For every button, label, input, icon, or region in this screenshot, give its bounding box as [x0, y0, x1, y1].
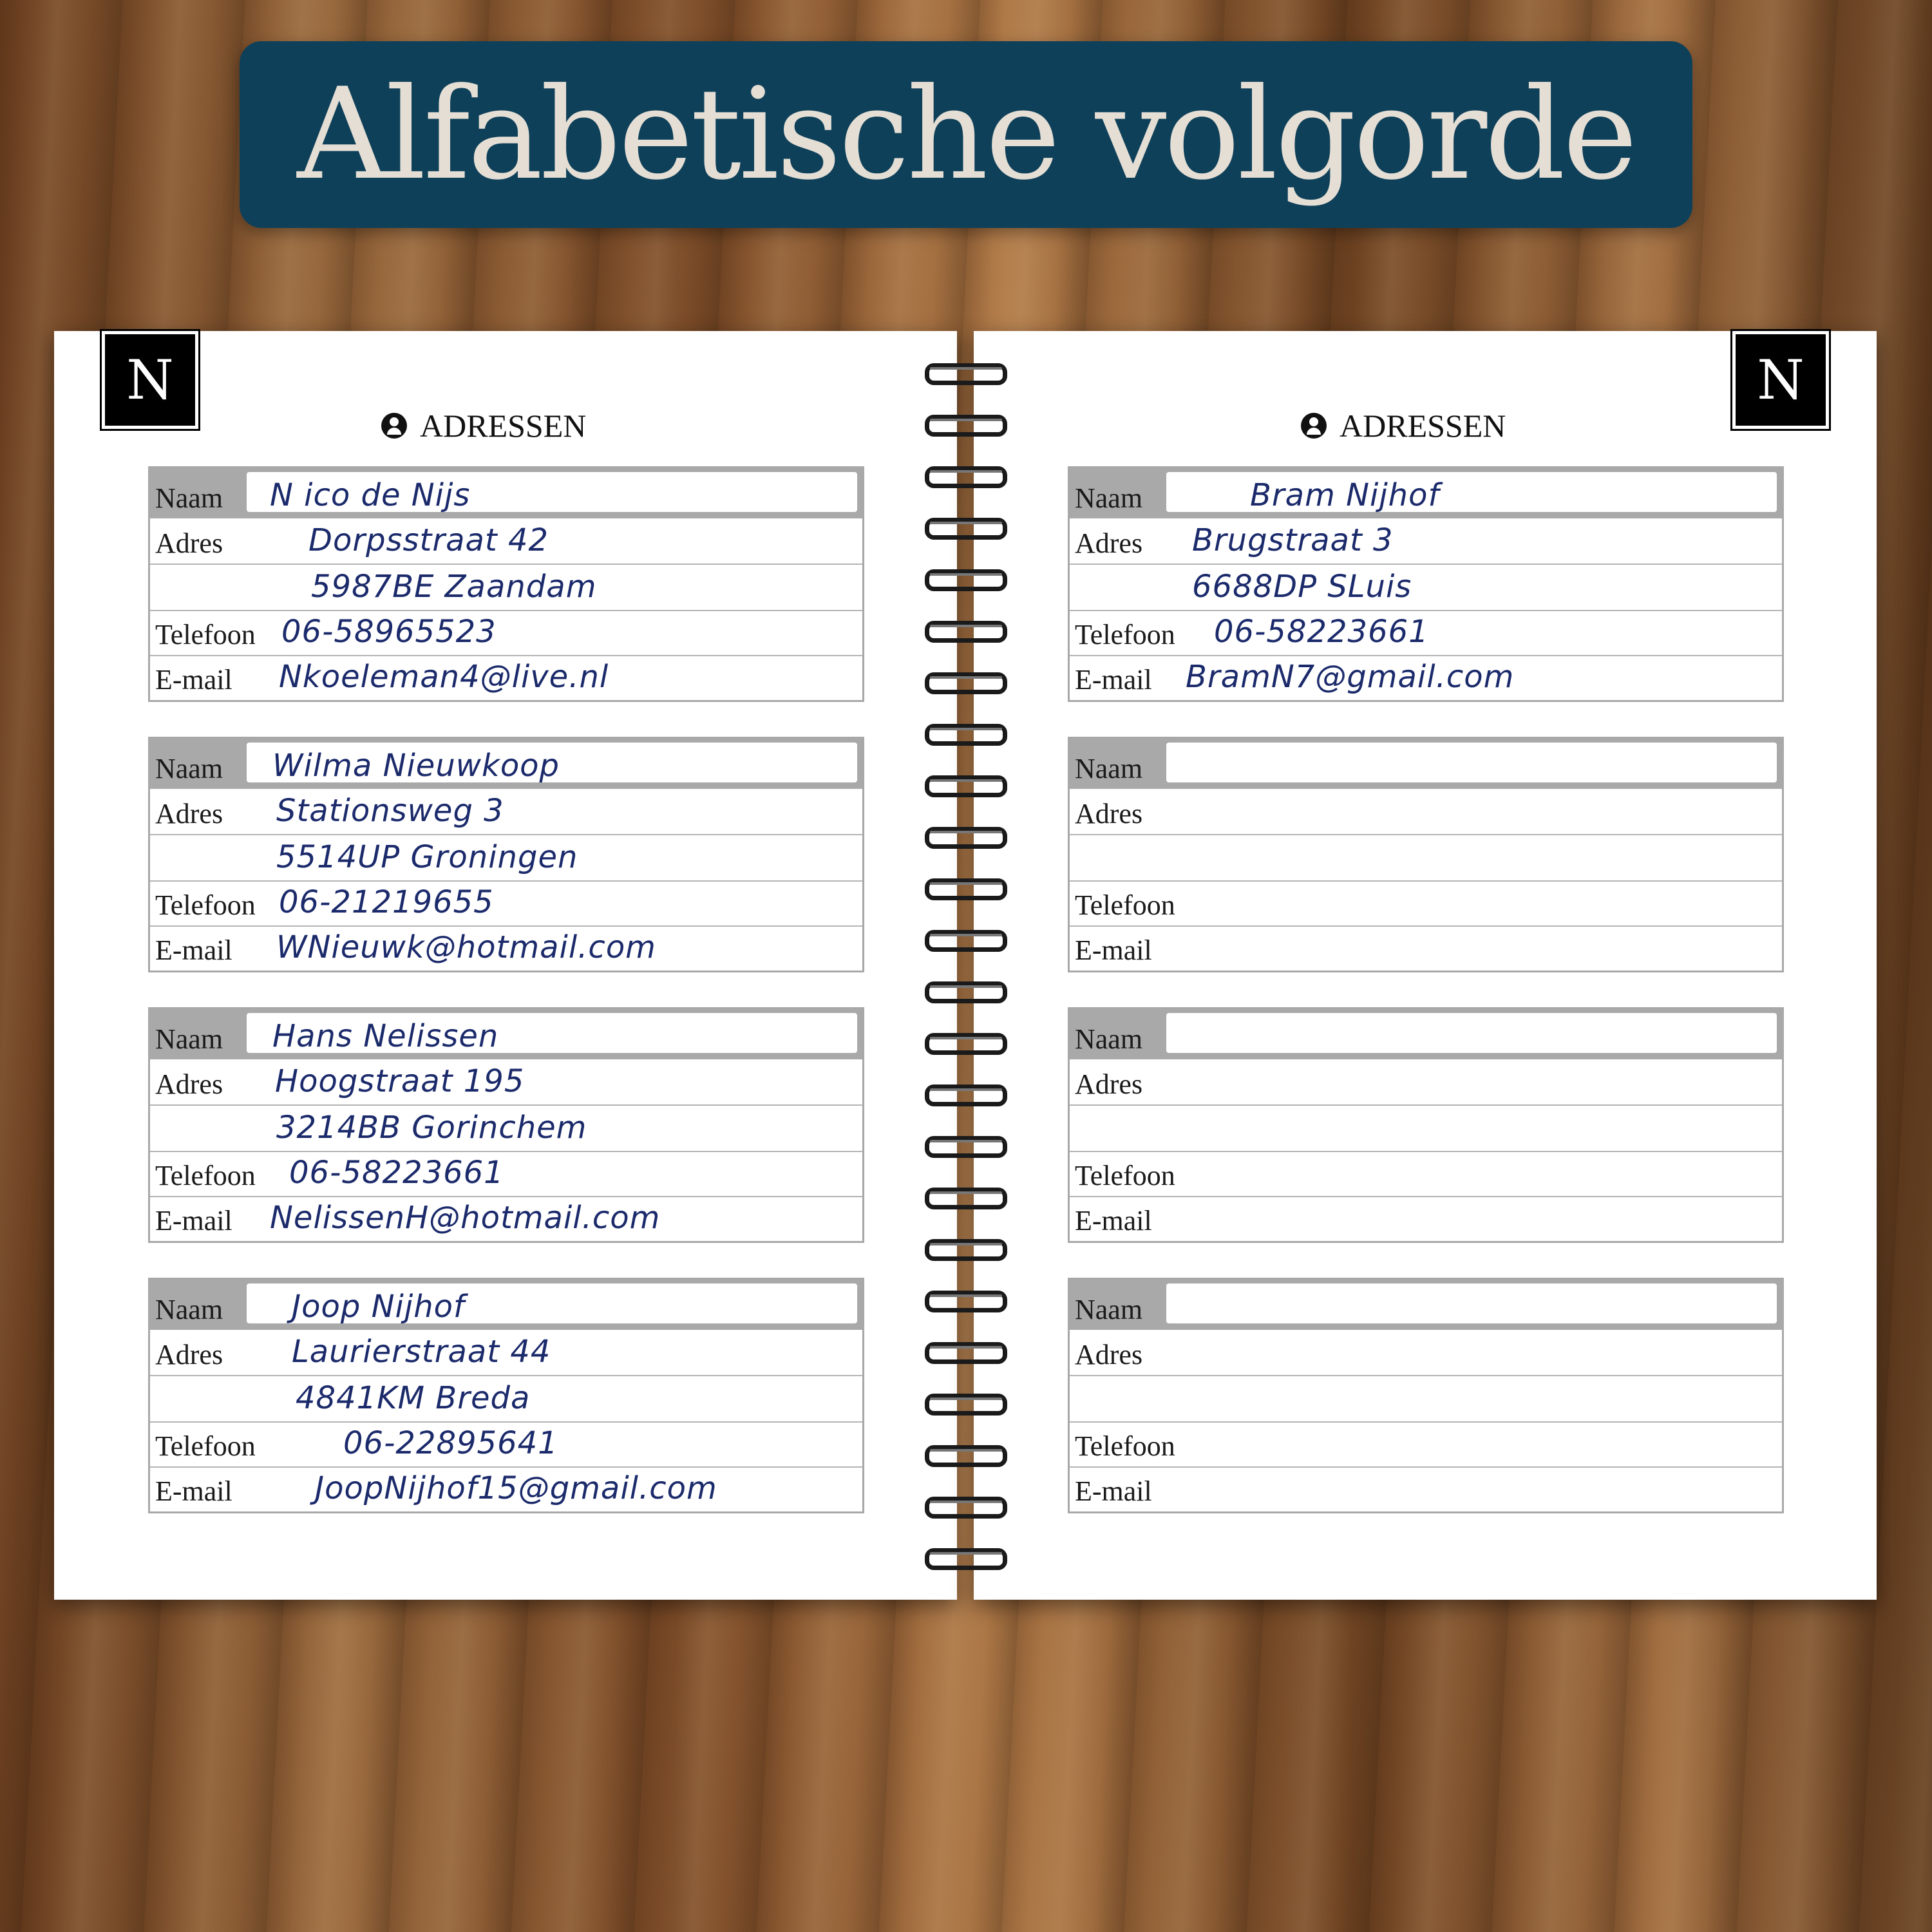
email-value: JoopNijhof15@gmail.com: [315, 1470, 717, 1506]
adres-row[interactable]: [150, 1059, 862, 1106]
adres-label: Adres: [155, 1339, 223, 1370]
naam-label: Naam: [1075, 1294, 1143, 1325]
email-value: Nkoeleman4@live.nl: [279, 659, 609, 695]
email-label: E-mail: [1075, 934, 1152, 966]
adres-line1: Brugstraat 3: [1192, 522, 1394, 558]
adres-row[interactable]: [1070, 1330, 1782, 1376]
title-banner: [240, 41, 1692, 228]
spiral-shine: [930, 1243, 1002, 1245]
email-row[interactable]: [1070, 656, 1782, 700]
spiral-coil: [922, 979, 1010, 1006]
telefoon-value: 06-21219655: [279, 884, 494, 920]
spiral-coil: [922, 618, 1010, 645]
naam-label: Naam: [155, 482, 223, 514]
spiral-coil: [922, 1236, 1010, 1264]
address-card: [1068, 1007, 1784, 1243]
telefoon-row[interactable]: [150, 1423, 862, 1468]
telefoon-label: Telefoon: [155, 1160, 256, 1191]
adres-line2: 4841KM Breda: [296, 1380, 531, 1416]
naam-row: [1070, 739, 1782, 789]
adres-label: Adres: [1075, 1068, 1143, 1100]
address-card: [148, 737, 864, 972]
spiral-coil: [922, 464, 1010, 491]
spiral-shine: [930, 934, 1002, 936]
spiral-shine: [930, 1088, 1002, 1091]
adres-line1: Dorpsstraat 42: [308, 522, 549, 558]
email-value: NelissenH@hotmail.com: [270, 1200, 661, 1236]
spiral-coil: [922, 927, 1010, 954]
email-row[interactable]: [150, 656, 862, 700]
adres-row-2[interactable]: [150, 1106, 862, 1152]
address-card: [1068, 466, 1784, 702]
telefoon-label: Telefoon: [155, 889, 256, 921]
adres-line2: 6688DP SLuis: [1192, 569, 1412, 605]
adres-row[interactable]: [1070, 518, 1782, 565]
naam-value: Joop Nijhof: [292, 1289, 465, 1325]
adres-line1: Stationsweg 3: [276, 793, 504, 829]
spiral-coil: [922, 1030, 1010, 1057]
telefoon-value: 06-58965523: [281, 614, 497, 650]
naam-row: [150, 1280, 862, 1330]
naam-label: Naam: [1075, 482, 1143, 514]
letter-tab[interactable]: N: [102, 331, 198, 429]
telefoon-label: Telefoon: [1075, 619, 1175, 650]
adres-row[interactable]: [1070, 1059, 1782, 1106]
spiral-coil: [922, 1494, 1010, 1521]
naam-value: N ico de Nijs: [270, 477, 471, 513]
telefoon-row[interactable]: [1070, 1423, 1782, 1468]
adres-line2: 5514UP Groningen: [276, 839, 578, 875]
naam-field[interactable]: [1166, 1283, 1777, 1323]
spiral-coil: [922, 1133, 1010, 1160]
adres-label: Adres: [1075, 1339, 1143, 1370]
address-card: [1068, 1278, 1784, 1513]
email-label: E-mail: [1075, 664, 1152, 696]
adres-label: Adres: [155, 1068, 223, 1100]
telefoon-label: Telefoon: [155, 619, 256, 650]
naam-value: Hans Nelissen: [272, 1018, 499, 1054]
spiral-coil: [922, 1340, 1010, 1367]
person-icon: [381, 413, 407, 439]
spiral-shine: [930, 985, 1002, 988]
email-row[interactable]: [150, 1197, 862, 1241]
email-label: E-mail: [155, 1475, 232, 1507]
telefoon-row[interactable]: [1070, 611, 1782, 656]
spiral-shine: [930, 1140, 1002, 1142]
spiral-coil: [922, 1185, 1010, 1212]
naam-row: [1070, 1009, 1782, 1059]
spiral-coil: [922, 670, 1010, 697]
adres-row[interactable]: [150, 789, 862, 835]
email-row[interactable]: [150, 1468, 862, 1511]
naam-label: Naam: [155, 753, 223, 784]
letter-tab[interactable]: N: [1732, 331, 1829, 429]
adres-row-2[interactable]: [150, 565, 862, 611]
spiral-binding: [922, 361, 1010, 1571]
naam-value: Wilma Nieuwkoop: [272, 748, 560, 784]
telefoon-value: 06-22895641: [343, 1425, 558, 1461]
naam-row: [150, 739, 862, 789]
adres-label: Adres: [155, 798, 223, 829]
spiral-coil: [922, 361, 1010, 388]
spiral-shine: [930, 1346, 1002, 1349]
adres-label: Adres: [1075, 798, 1143, 829]
spiral-shine: [930, 625, 1002, 627]
spiral-coil: [922, 567, 1010, 594]
spiral-coil: [922, 515, 1010, 542]
email-row[interactable]: [1070, 1468, 1782, 1511]
naam-row: [1070, 1280, 1782, 1330]
right-page: [974, 331, 1877, 1600]
spiral-coil: [922, 1082, 1010, 1109]
person-icon: [1301, 413, 1327, 439]
naam-field[interactable]: [1166, 743, 1777, 782]
spiral-shine: [930, 1552, 1002, 1555]
spiral-coil: [922, 1391, 1010, 1418]
telefoon-value: 06-58223661: [1214, 614, 1429, 650]
adres-row-2[interactable]: [1070, 1376, 1782, 1423]
adres-row[interactable]: [150, 1330, 862, 1376]
address-card: [148, 1278, 864, 1513]
telefoon-label: Telefoon: [155, 1430, 256, 1462]
spiral-shine: [930, 1501, 1002, 1503]
adres-row-2[interactable]: [150, 835, 862, 882]
naam-value: Bram Nijhof: [1250, 477, 1440, 513]
email-label: E-mail: [155, 934, 232, 966]
telefoon-label: Telefoon: [1075, 1160, 1175, 1191]
spiral-coil: [922, 1288, 1010, 1315]
spiral-shine: [930, 831, 1002, 833]
email-row[interactable]: [1070, 927, 1782, 971]
heading-label: ADRESSEN: [1340, 408, 1506, 444]
naam-row: [150, 1009, 862, 1059]
adres-row[interactable]: [150, 518, 862, 565]
spiral-shine: [930, 470, 1002, 473]
email-value: BramN7@gmail.com: [1186, 659, 1515, 695]
telefoon-value: 06-58223661: [289, 1155, 504, 1191]
telefoon-row[interactable]: [1070, 1152, 1782, 1197]
email-row[interactable]: [1070, 1197, 1782, 1241]
adres-row-2[interactable]: [1070, 835, 1782, 882]
spiral-shine: [930, 573, 1002, 576]
spiral-coil: [922, 876, 1010, 903]
spiral-coil: [922, 773, 1010, 800]
adres-row-2[interactable]: [1070, 565, 1782, 611]
spiral-shine: [930, 1037, 1002, 1039]
spiral-shine: [930, 522, 1002, 524]
spiral-shine: [930, 882, 1002, 885]
heading-label: ADRESSEN: [420, 408, 587, 444]
spiral-coil: [922, 721, 1010, 748]
telefoon-row[interactable]: [150, 611, 862, 656]
adres-row-2[interactable]: [150, 1376, 862, 1423]
telefoon-row[interactable]: [150, 1152, 862, 1197]
spiral-shine: [930, 1294, 1002, 1297]
telefoon-label: Telefoon: [1075, 1430, 1175, 1462]
naam-field[interactable]: [1166, 1013, 1777, 1053]
adres-row-2[interactable]: [1070, 1106, 1782, 1152]
telefoon-row[interactable]: [1070, 882, 1782, 927]
adres-label: Adres: [155, 527, 223, 559]
left-page: [54, 331, 957, 1600]
email-label: E-mail: [155, 664, 232, 696]
address-card: [148, 466, 864, 702]
naam-row: [150, 468, 862, 518]
email-row[interactable]: [150, 927, 862, 971]
email-value: WNieuwk@hotmail.com: [276, 929, 656, 965]
spiral-shine: [930, 1397, 1002, 1400]
spiral-shine: [930, 676, 1002, 679]
spiral-coil: [922, 1443, 1010, 1470]
page-title: Alfabetische volgorde: [297, 61, 1635, 208]
spiral-shine: [930, 728, 1002, 730]
address-card: [1068, 737, 1784, 972]
spiral-shine: [930, 779, 1002, 782]
section-heading: [1301, 407, 1506, 444]
adres-line2: 3214BB Gorinchem: [276, 1110, 587, 1146]
adres-line1: Hoogstraat 195: [275, 1063, 525, 1099]
naam-label: Naam: [1075, 1023, 1143, 1055]
naam-label: Naam: [1075, 753, 1143, 784]
spiral-shine: [930, 1449, 1002, 1452]
spiral-coil: [922, 824, 1010, 851]
telefoon-row[interactable]: [150, 882, 862, 927]
adres-line2: 5987BE Zaandam: [311, 569, 597, 605]
spiral-shine: [930, 367, 1002, 370]
adres-row[interactable]: [1070, 789, 1782, 835]
email-label: E-mail: [155, 1205, 232, 1236]
naam-label: Naam: [155, 1023, 223, 1055]
adres-line1: Laurierstraat 44: [292, 1334, 551, 1370]
email-label: E-mail: [1075, 1205, 1152, 1236]
address-card: [148, 1007, 864, 1243]
naam-label: Naam: [155, 1294, 223, 1325]
adres-label: Adres: [1075, 527, 1143, 559]
naam-row: [1070, 468, 1782, 518]
spiral-coil: [922, 1546, 1010, 1573]
spiral-shine: [930, 419, 1002, 421]
section-heading: [381, 407, 586, 444]
email-label: E-mail: [1075, 1475, 1152, 1507]
spiral-coil: [922, 412, 1010, 439]
spiral-shine: [930, 1191, 1002, 1194]
telefoon-label: Telefoon: [1075, 889, 1175, 921]
